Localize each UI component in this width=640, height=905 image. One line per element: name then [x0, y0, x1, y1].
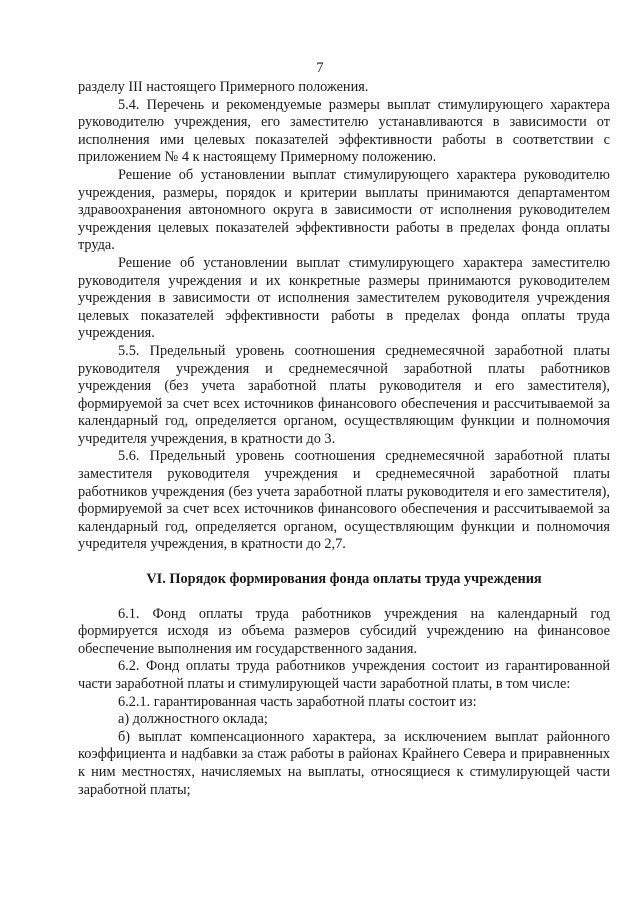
document-body: [78, 79, 610, 799]
paragraph-5-6: 5.6. Предельный уровень соотношения среднемесячной заработной платы заместителя руководителя учреждения и среднемесячной заработной платы работников учреждения (без учета заработной платы руководителя и его заместителя), формируемой за счет всех источников финансового обеспечения и рассчитываемой за календарный год, определяется органом, осуществляющим функции и полномочия учредителя учреждения, в кратности до 2,7.: [78, 448, 610, 553]
paragraph-continuation: разделу III настоящего Примерного положения.: [78, 79, 369, 95]
paragraph-6-2-1: 6.2.1. гарантированная часть заработной платы состоит из:: [118, 693, 477, 710]
paragraph-5-5: 5.5. Предельный уровень соотношения среднемесячной заработной платы руководителя учреждения и среднемесячной заработной платы работников учреждения (без учета заработной платы руководителя и его заместителя), формируемой за счет всех источников финансового обеспечения и рассчитываемой за календарный год, определяется органом, осуществляющим функции и полномочия учредителя учреждения, в кратности до 3.: [78, 342, 610, 447]
paragraph-6-2: 6.2. Фонд оплаты труда работников учреждения состоит из гарантированной части заработной платы и стимулирующей части заработной платы, в том числе:: [78, 658, 610, 692]
paragraph-6-1: 6.1. Фонд оплаты труда работников учреждения на календарный год формируется исходя из объема размеров субсидий учреждению на финансовое обеспечение выполнения им государственного задания.: [78, 605, 610, 657]
paragraph-head-decision: Решение об установлении выплат стимулирующего характера руководителю учреждения, размеры, порядок и критерии выплаты принимаются департаментом здравоохранения автономного округа в зависимости от исполнения руководителем учреждения целевых показателей эффективности работы в пределах фонда оплаты труда.: [78, 166, 610, 254]
page-number: 7: [316, 60, 324, 76]
list-item-b: б) выплат компенсационного характера, за исключением выплат районного коэффициента и надбавки за стаж работы в районах Крайнего Севера и приравненных к ним местностях, начисляемых на выплаты, относящиеся к стимулирующей части заработной платы;: [78, 728, 610, 798]
paragraph-5-4: 5.4. Перечень и рекомендуемые размеры выплат стимулирующего характера руководителю учреждения, его заместителю устанавливаются в зависимости от исполнения ими целевых показателей эффективности работы в соответствии с приложением № 4 к настоящему Примерному положению.: [78, 96, 610, 166]
list-item-a: а) должностного оклада;: [118, 711, 268, 728]
paragraph-deputy-decision: Решение об установлении выплат стимулирующего характера заместителю руководителя учреждения и их конкретные размеры принимаются руководителем учреждения в зависимости от исполнения заместителем руководителя учреждения целевых показателей эффективности работы в пределах фонда оплаты труда учреждения.: [78, 254, 610, 342]
section-heading: VI. Порядок формирования фонда оплаты труда учреждения: [146, 571, 542, 588]
